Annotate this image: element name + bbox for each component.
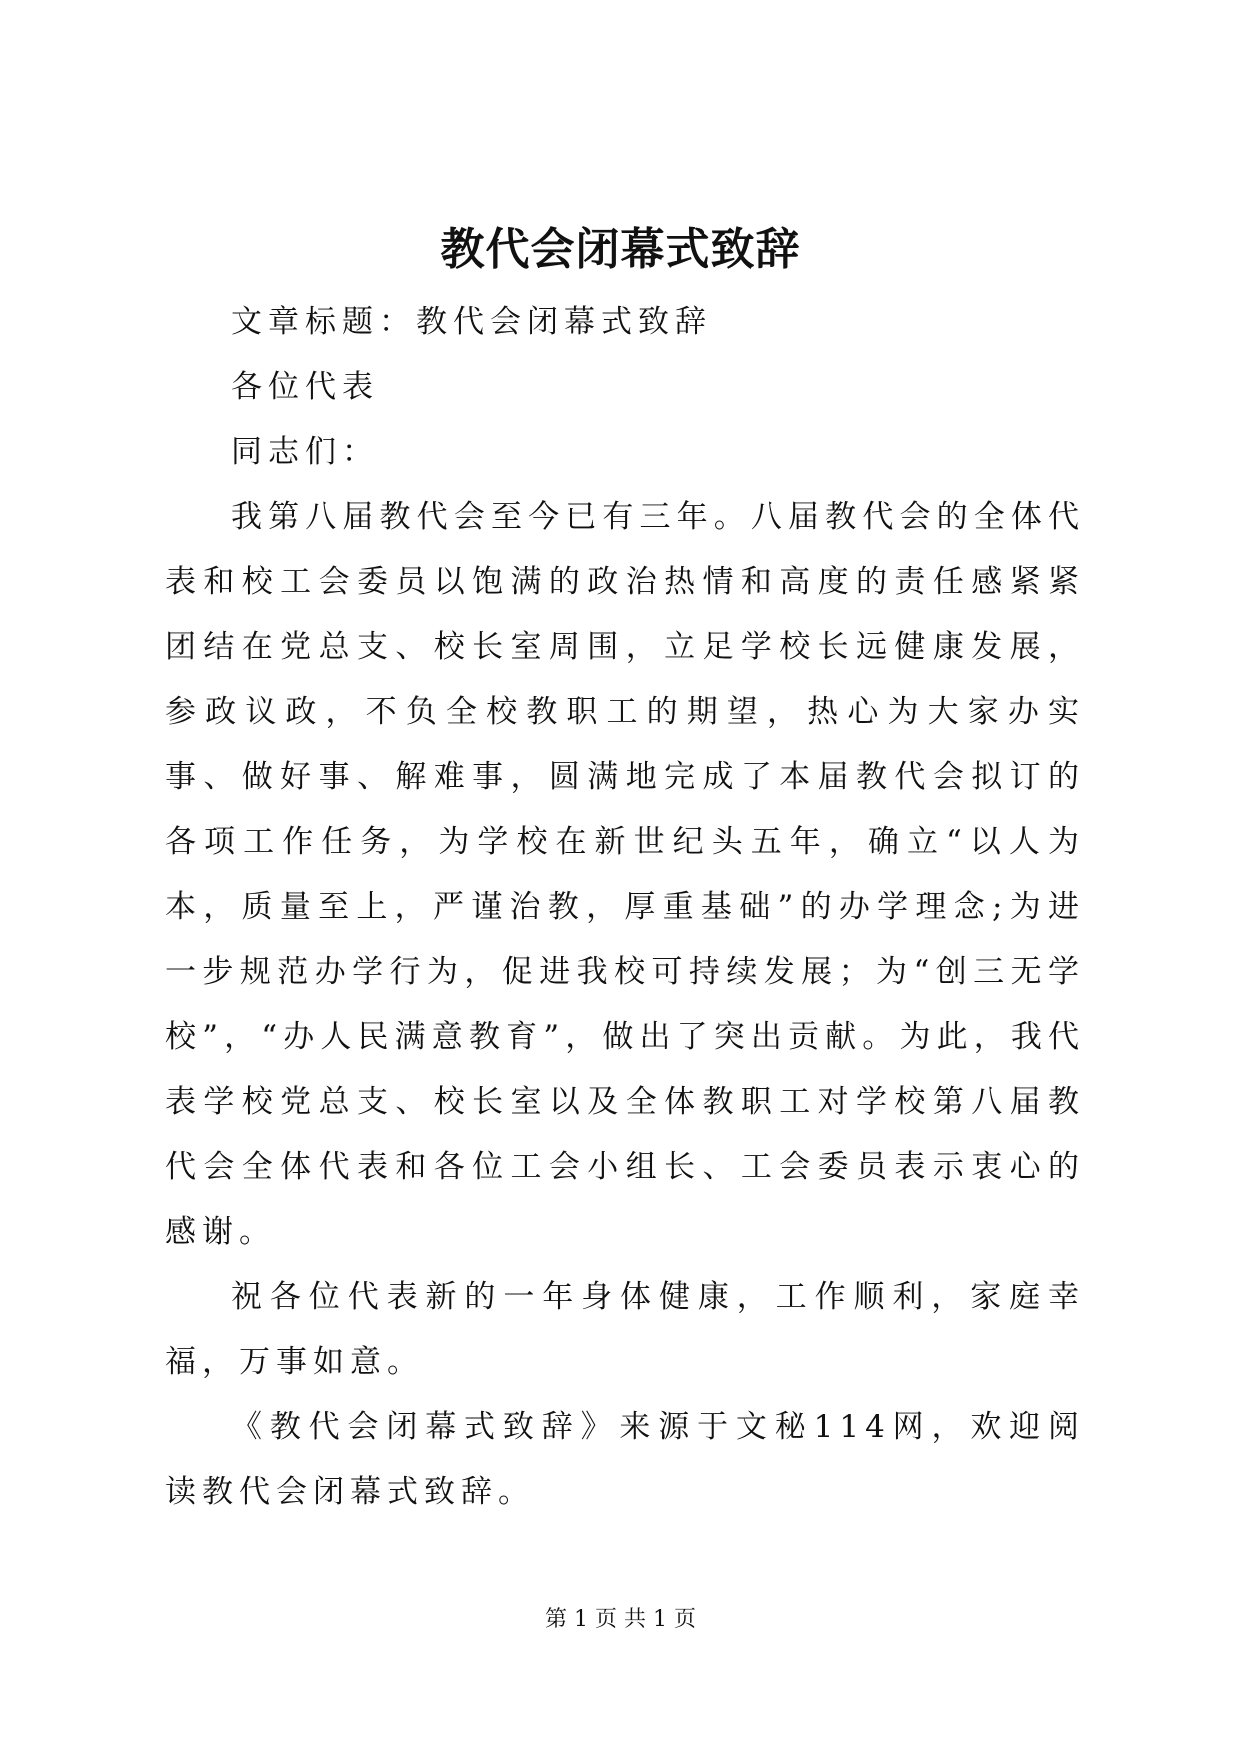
paragraph-main-body: 我第八届教代会至今已有三年。八届教代会的全体代表和校工会委员以饱满的政治热情和高度的责任感紧紧团结在党总支、校长室周围，立足学校长远健康发展，参政议政，不负全校教职工的期望，热心为大家办实事、做好事、解难事，圆满地完成了本届教代会拟订的各项工作任务，为学校在新世纪头五年，确立“以人为本，质量至上，严谨治教，厚重基础”的办学理念;为进一步规范办学行为，促进我校可持续发展；为“创三无学校”，“办人民满意教育”，做出了突出贡献。为此，我代表学校党总支、校长室以及全体教职工对学校第八届教代会全体代表和各位工会小组长、工会委员表示衷心的感谢。 (165, 499, 1085, 1250)
page-number-footer: 第 1 页 共 1 页 (545, 1607, 696, 1632)
paragraph-salutation-delegates: 各位代表 (231, 369, 379, 405)
paragraph-article-title: 文章标题：教代会闭幕式致辞 (231, 304, 712, 340)
paragraph-wishes: 祝各位代表新的一年身体健康，工作顺利，家庭幸福，万事如意。 (165, 1279, 1085, 1380)
paragraph-salutation-comrades: 同志们： (231, 434, 379, 470)
paragraph-source-note: 《教代会闭幕式致辞》来源于文秘114网，欢迎阅读教代会闭幕式致辞。 (165, 1409, 1085, 1510)
document-title: 教代会闭幕式致辞 (440, 224, 801, 275)
document-body (165, 290, 1085, 1525)
